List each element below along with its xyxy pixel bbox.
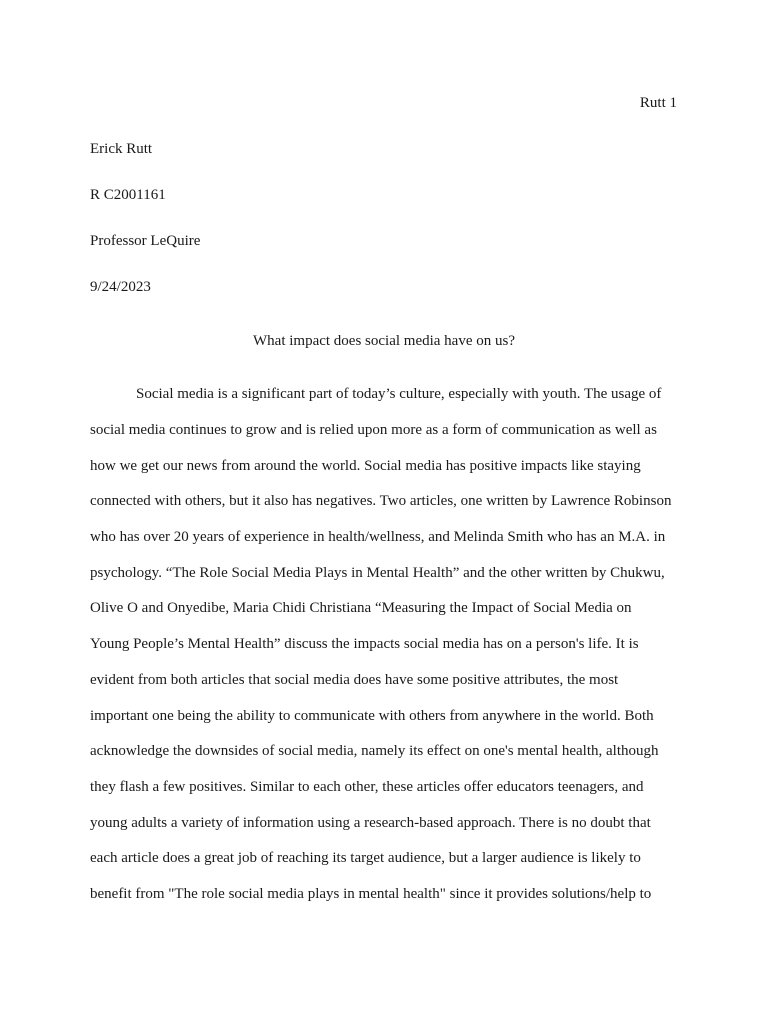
body-line: Olive O and Onyedibe, Maria Chidi Christiana “Measuring the Impact of Social Media on <box>90 600 632 616</box>
body-line: social media continues to grow and is relied upon more as a form of communication as well as <box>90 422 657 438</box>
body-line: young adults a variety of information using a research-based approach. There is no doubt that <box>90 815 651 831</box>
professor-name: Professor LeQuire <box>90 233 201 249</box>
student-id: R C2001161 <box>90 187 166 203</box>
body-line: Young People’s Mental Health” discuss the impacts social media has on a person's life. It is <box>90 636 639 652</box>
body-line: each article does a great job of reaching its target audience, but a larger audience is likely to <box>90 850 641 866</box>
paper-title: What impact does social media have on us? <box>253 333 515 349</box>
body-line: acknowledge the downsides of social media, namely its effect on one's mental health, although <box>90 743 659 759</box>
body-line: who has over 20 years of experience in health/wellness, and Melinda Smith who has an M.A. in <box>90 529 666 545</box>
body-line: psychology. “The Role Social Media Plays in Mental Health” and the other written by Chukwu, <box>90 565 665 581</box>
body-line: important one being the ability to communicate with others from anywhere in the world. Both <box>90 708 654 724</box>
author-name: Erick Rutt <box>90 141 153 157</box>
body-line: connected with others, but it also has negatives. Two articles, one written by Lawrence Robinson <box>90 493 672 509</box>
running-head: Rutt 1 <box>639 95 677 111</box>
body-line: evident from both articles that social media does have some positive attributes, the most <box>90 672 619 688</box>
body-line: Social media is a significant part of today’s culture, especially with youth. The usage of <box>136 386 662 402</box>
paper-date: 9/24/2023 <box>90 279 151 295</box>
body-line: benefit from "The role social media plays in mental health" since it provides solutions/help to <box>90 886 652 902</box>
body-line: they flash a few positives. Similar to each other, these articles offer educators teenagers, and <box>90 779 644 795</box>
body-line: how we get our news from around the world. Social media has positive impacts like staying <box>90 458 641 474</box>
